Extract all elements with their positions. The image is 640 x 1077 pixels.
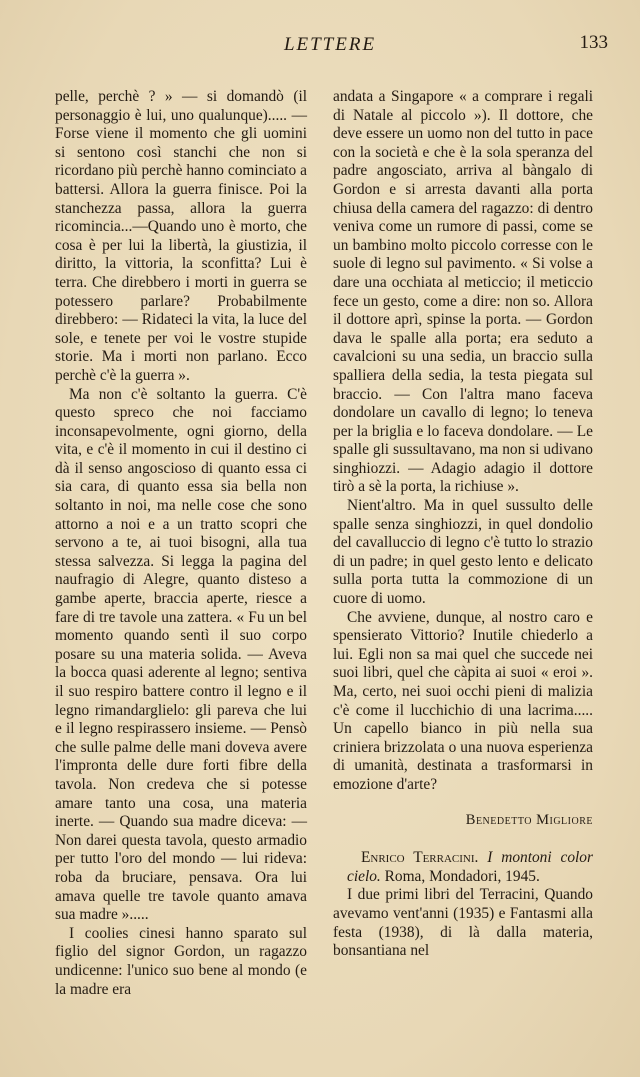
- paragraph: pelle, perchè ? » — si domandò (il personaggio è lui, uno qualunque)..... — Forse viene il momento che gli uomini si sentono così stanchi che non si ricordano più perchè hanno cominciato a battersi. Allora la guerra finisce. Poi la stanchezza passa, allora la guerra ricomincia...—Quando uno è morto, che cosa è per lui la libertà, la giustizia, il diritto, la vittoria, la sconfitta? Lui è terra. Che direbbero i morti in guerra se potessero parlare? Probabilmente direbbero: — Ridateci la vita, la luce del sole, e tenete per voi le vostre stupide storie. Ma i morti non parlano. Ecco perchè c'è la guerra ».: [55, 88, 307, 384]
- review-title: I montoni color cielo.: [347, 849, 593, 885]
- running-title: LETTERE: [283, 34, 377, 55]
- article-signature: Benedetto Migliore: [465, 811, 593, 828]
- page-header: [52, 32, 608, 60]
- review-publication: Roma, Mondadori, 1945.: [384, 867, 540, 885]
- paragraph: andata a Singapore « a comprare i regali di Natale al piccolo »). Il dottore, che deve essere un uomo non del tutto in pace con la società e che è la sola speranza del padre angosciato, arriva al bàngalo di Gordon e si arresta davanti alla porta chiusa della camera del ragazzo: di dentro veniva come un rumore di passi, come se un bambino molto piccolo corresse con le suole di legno sul pavimento. « Si volse a dare una occhiata al meticcio; il meticcio fece un gesto, come a dire: non so. Allora il dottore aprì, spinse la porta. — Gordon dava le spalle alla porta; era seduto a cavalcioni su una sedia, un braccio sulla spalliera della sedia, la testa piegata sul braccio. — Con l'altra mano faceva dondolare un cavallo di legno; lo teneva per la briglia e lo faceva dondolare. — Le spalle gli sussultavano, ma non si udivano singhiozzi. — Adagio adagio il dottore tirò a sè la porta, la richiuse ».: [333, 88, 593, 496]
- right-column: [333, 88, 593, 961]
- paragraph: Nient'altro. Ma in quel sussulto delle spalle senza singhiozzi, in quel dondolio del cavalluccio di legno c'è tutto lo strazio di un padre; in quel gesto lento e delicato sulla porta tutta la commozione di un cuore di uomo.: [333, 497, 593, 608]
- paragraph: I due primi libri del Terracini, Quando avevamo vent'anni (1935) e Fantasmi alla festa (1938), di là dalla materia, bonsantiana nel: [333, 886, 593, 960]
- review-heading: [333, 849, 593, 886]
- review-author: Enrico Terracini.: [361, 849, 479, 867]
- paragraph: Ma non c'è soltanto la guerra. C'è questo spreco che noi facciamo inconsapevolmente, ogni giorno, della vita, e c'è il momento in cui il destino ci dà il senso angoscioso di quanto essa ci sia cara, di quanto essa sia bella non soltanto in noi, ma nelle cose che sono attorno a noi e a un tratto scopri che servono a te, ai tuoi bisogni, alla tua stessa salvezza. Si legga la pagina del naufragio di Alegre, quanto disteso a gambe aperte, braccia aperte, riesce a fare di tre tavole una zattera. « Fu un bel momento quando sentì il suo corpo posare su una materia solida. — Aveva la bocca quasi aderente al legno; sentiva il suo respiro battere contro il legno e il legno rimandarglielo: gli pareva che lui e il legno respirassero insieme. — Pensò che sulle palme delle mani doveva avere l'impronta delle dure forti fibre della tavola. Non credeva che si potesse amare tanto una cosa, una materia inerte. — Quando sua madre diceva: — Non darei questa tavola, questo armadio per tutto l'oro del mondo — lui rideva: roba da bruciare, pensava. Ora lui amava quelle tre tavole quanto amava sua madre ».....: [55, 385, 307, 924]
- paragraph: I coolies cinesi hanno sparato sul figlio del signor Gordon, un ragazzo undicenne: l'unico suo bene al mondo (e la madre era: [55, 924, 307, 998]
- page-number: 133: [579, 32, 608, 53]
- left-column: [55, 88, 307, 999]
- paragraph: Che avviene, dunque, al nostro caro e spensierato Vittorio? Inutile chiederlo a lui. Egli non sa mai quel che succede nei suoi libri, quel che càpita ai suoi « eroi ». Ma, certo, nei suoi occhi pieni di malizia c'è come il lucchichio di una lacrima..... Un capello bianco in più nella sua criniera brizzolata o una nuova esperienza di umanità, destinata a trasformarsi in emozione d'arte?: [333, 608, 593, 793]
